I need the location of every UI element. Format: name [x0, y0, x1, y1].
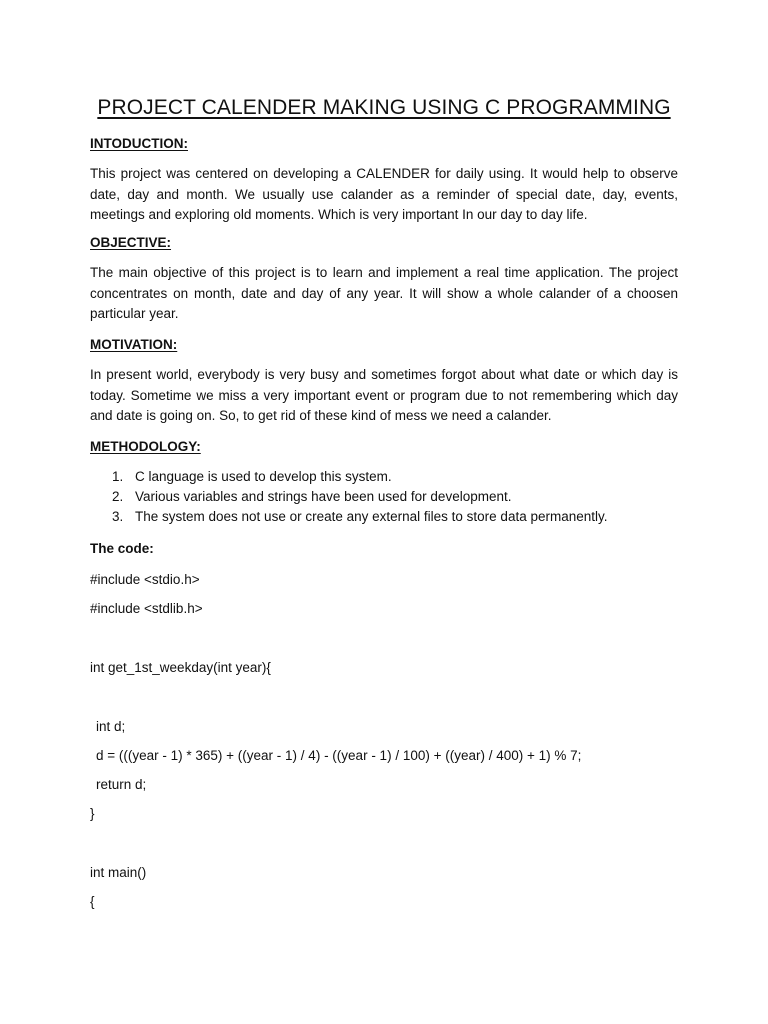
motivation-paragraph: In present world, everybody is very busy and sometimes forgot about what date or which day is today. Sometime we miss a very important event or program due to not remembering which day and date is going on. So, to get rid of these kind of mess we need a calander.	[90, 367, 678, 423]
methodology-list-item	[90, 467, 678, 487]
code-label: The code:	[90, 541, 154, 556]
code-line: return d;	[96, 777, 147, 792]
methodology-list-item	[90, 487, 678, 507]
code-line: int d;	[96, 719, 126, 734]
list-item-text: The system does not use or create any external files to store data permanently.	[135, 509, 608, 524]
methodology-list-item	[90, 507, 678, 527]
list-number: 1.	[112, 469, 124, 484]
code-line: int main()	[90, 865, 147, 880]
list-item-text: C language is used to develop this system.	[135, 469, 392, 484]
objective-heading: OBJECTIVE:	[90, 235, 172, 250]
methodology-heading: METHODOLOGY:	[90, 439, 201, 454]
introduction-paragraph: This project was centered on developing a CALENDER for daily using. It would help to observe date, day and month. We usually use calander as a reminder of special date, day, events, meetings and exploring old moments. Which is very important In our day to day life.	[90, 166, 678, 222]
code-line: d = (((year - 1) * 365) + ((year - 1) / 4) - ((year - 1) / 100) + ((year) / 400) + 1) % 7;	[96, 748, 582, 763]
code-line: int get_1st_weekday(int year){	[90, 660, 271, 675]
code-line: #include <stdio.h>	[90, 572, 200, 587]
list-number: 3.	[112, 509, 124, 524]
introduction-heading: INTODUCTION:	[90, 136, 188, 151]
list-item-text: Various variables and strings have been used for development.	[135, 489, 512, 504]
objective-paragraph: The main objective of this project is to learn and implement a real time application. The project concentrates on month, date and day of any year. It will show a whole calander of a choosen particular year.	[90, 265, 678, 321]
list-number: 2.	[112, 489, 124, 504]
code-line: {	[90, 894, 95, 909]
code-line: #include <stdlib.h>	[90, 601, 203, 616]
code-line: }	[90, 806, 95, 821]
motivation-heading: MOTIVATION:	[90, 337, 178, 352]
document-title: PROJECT CALENDER MAKING USING C PROGRAMMING	[97, 96, 671, 119]
